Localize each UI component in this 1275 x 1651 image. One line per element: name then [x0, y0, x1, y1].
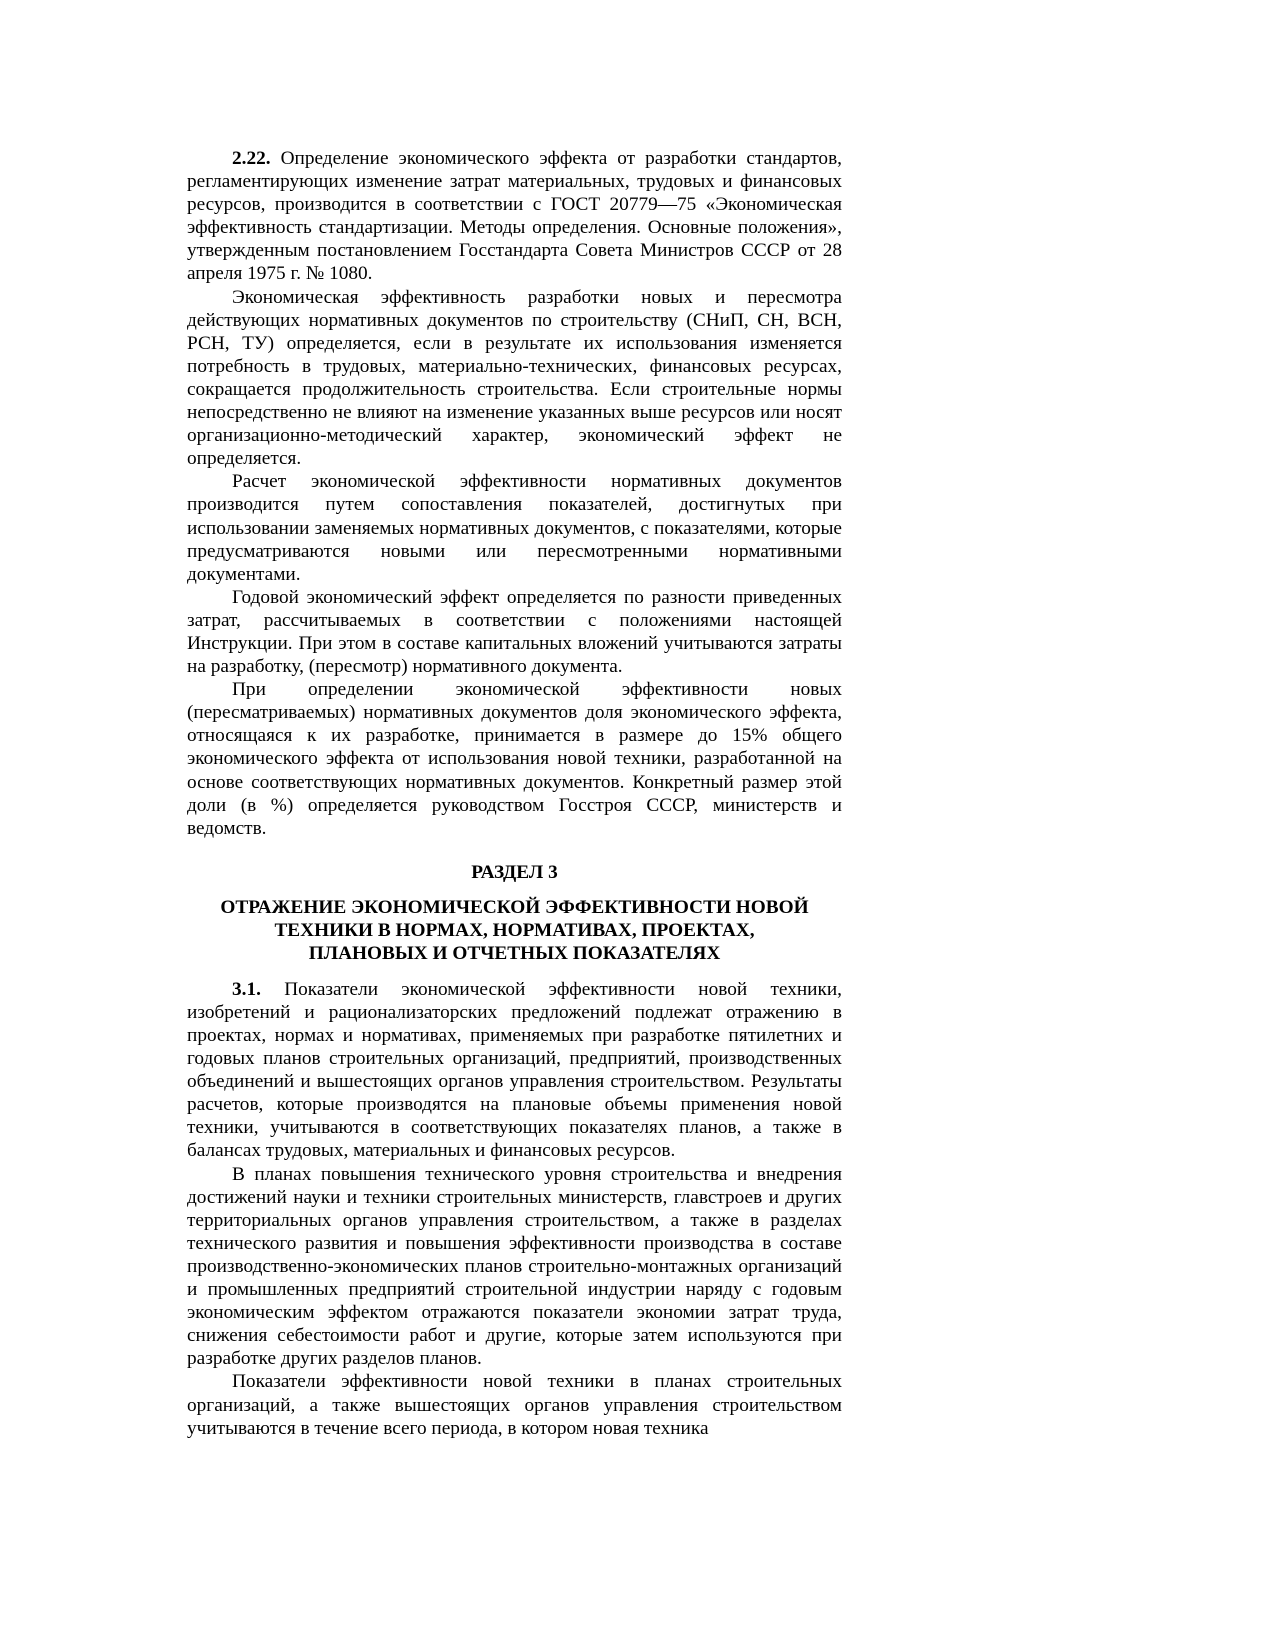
- paragraph-calculation: Расчет экономической эффективности нормативных документов производится путем сопоставления показателей, достигнутых при использовании заменяемых нормативных документов, с показателями, которые предусматриваются новыми или пересмотренными нормативными документами.: [187, 471, 842, 585]
- paragraph-technical-level-plans: В планах повышения технического уровня строительства и внедрения достижений науки и техники строительных министерств, главстроев и других территориальных органов управления строительством, а также в разделах технического развития и повышения эффективности производства в составе производственно-экономических планов строительно-монтажных организаций и промышленных предприятий строительной индустрии наряду с годовым экономическим эффектом отражаются показатели экономии затрат труда, снижения себестоимости работ и другие, которые затем используются при разработке других разделов планов.: [187, 1163, 842, 1370]
- clause-number: 2.22.: [232, 148, 271, 169]
- paragraph-annual-effect: Годовой экономический эффект определяется по разности приведенных затрат, рассчитываемых в соответствии с положениями настоящей Инструкции. При этом в составе капитальных вложений учитываются затраты на разработку, (пересмотр) нормативного документа.: [187, 586, 842, 678]
- paragraph-indicators-period: Показатели эффективности новой техники в планах строительных организаций, а также вышестоящих органов управления строительством учитываются в течение всего периода, в котором новая техника: [187, 1371, 842, 1439]
- section-title-line: ПЛАНОВЫХ И ОТЧЕТНЫХ ПОКАЗАТЕЛЯХ: [308, 942, 721, 964]
- paragraph-share-of-effect: При определении экономической эффективности новых (пересматриваемых) нормативных документов доля экономического эффекта, относящаяся к их разработке, принимается в размере до 15% общего экономического эффекта от использования новой техники, разработанной на основе соответствующих нормативных документов. Конкретный размер этой доли (в %) определяется руководством Госстроя СССР, министерств и ведомств.: [187, 679, 842, 839]
- section-title-line: ОТРАЖЕНИЕ ЭКОНОМИЧЕСКОЙ ЭФФЕКТИВНОСТИ НОВОЙ: [220, 896, 809, 918]
- document-page: [187, 147, 842, 1440]
- paragraph-text: Показатели экономической эффективности новой техники, изобретений и рационализаторских предложений подлежат отражению в проектах, нормах и нормативах, применяемых при разработке пятилетних и годовых планов строительных организаций, предприятий, производственных объединений и вышестоящих органов управления строительством. Результаты расчетов, которые производятся на плановые объемы применения новой техники, учитываются в соответствующих показателях планов, а также в балансах трудовых, материальных и финансовых ресурсов.: [187, 978, 842, 1162]
- section-title: [187, 896, 842, 965]
- paragraph-3-1: [187, 978, 842, 1163]
- section-title-line: ТЕХНИКИ В НОРМАХ, НОРМАТИВАХ, ПРОЕКТАХ,: [274, 919, 755, 941]
- paragraph-text: Определение экономического эффекта от разработки стандартов, регламентирующих изменение затрат материальных, трудовых и финансовых ресурсов, производится в соответствии с ГОСТ 20779—75 «Экономическая эффективность стандартизации. Методы определения. Основные положения», утвержденным постановлением Госстандарта Совета Министров СССР от 28 апреля 1975 г. № 1080.: [187, 148, 842, 285]
- clause-number: 3.1.: [232, 978, 261, 1000]
- section-label: РАЗДЕЛ 3: [471, 861, 558, 883]
- paragraph-2-22: [187, 147, 842, 286]
- paragraph-efficiency-normative: Экономическая эффективность разработки новых и пересмотра действующих нормативных документов по строительству (СНиП, СН, ВСН, РСН, ТУ) определяется, если в результате их использования изменяется потребность в трудовых, материально-технических, финансовых ресурсах, сокращается продолжительность строительства. Если строительные нормы непосредственно не влияют на изменение указанных выше ресурсов или носят организационно-методический характер, экономический эффект не определяется.: [187, 286, 842, 470]
